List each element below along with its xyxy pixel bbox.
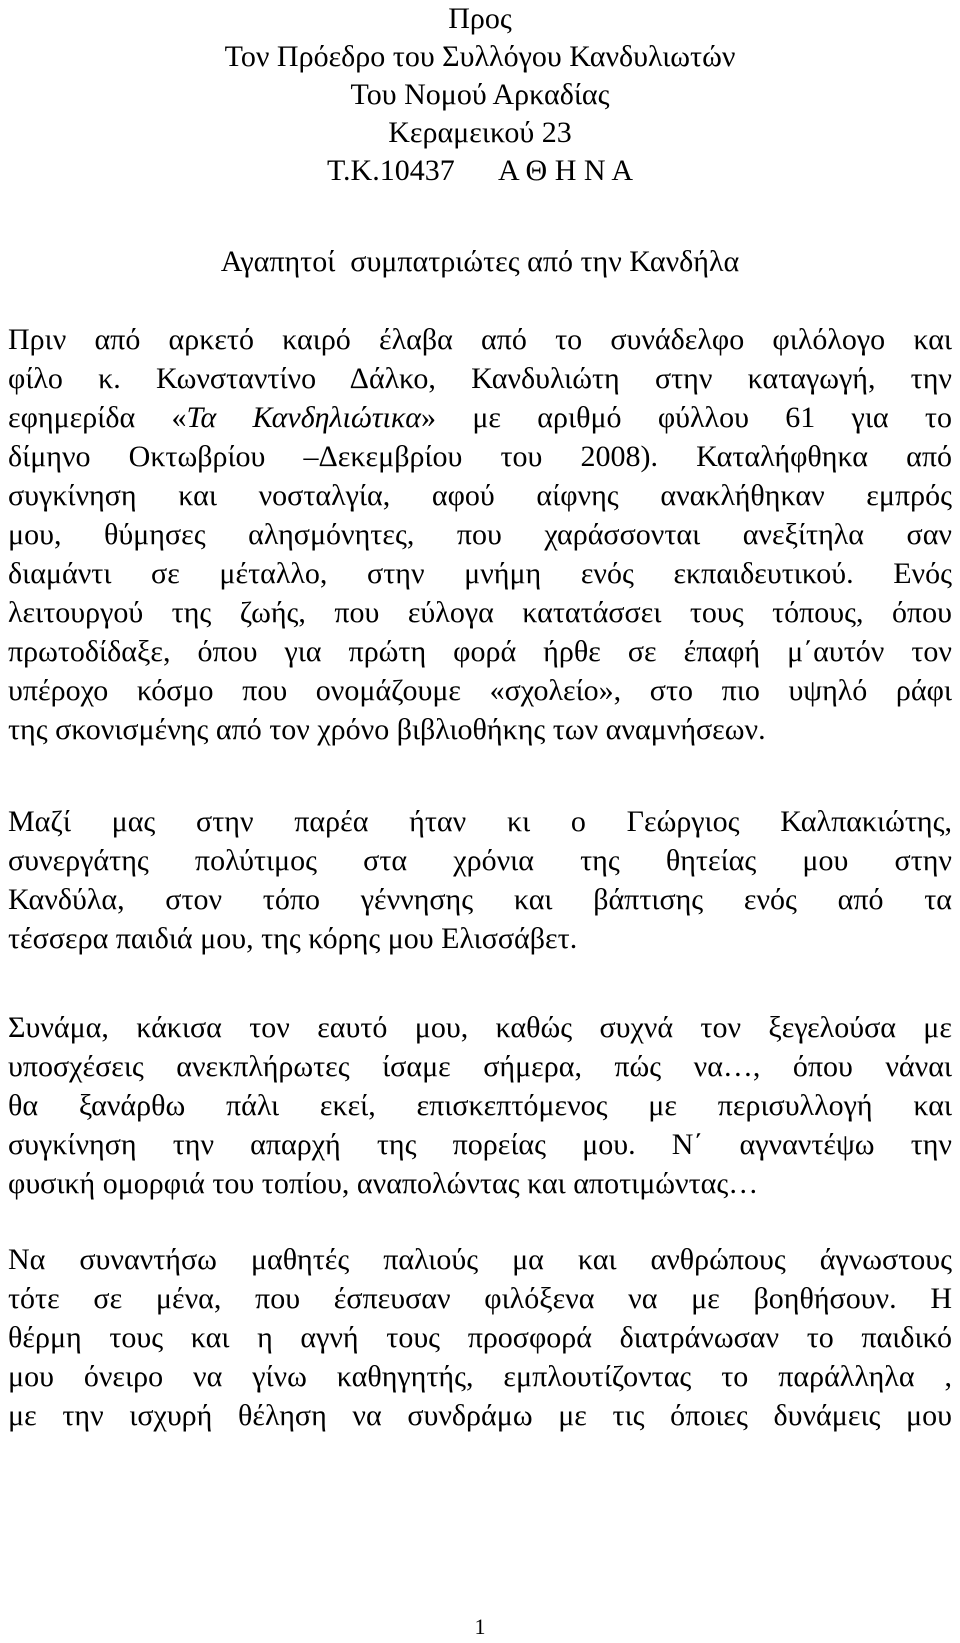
text-segment: εφημερίδα «: [8, 401, 187, 434]
paragraph-line: τότε σε μένα, που έσπευσαν φιλόξενα να με βοηθήσουν. Η: [8, 1282, 952, 1315]
paragraph-line: φίλο κ. Κωνσταντίνο Δάλκο, Κανδυλιώτη στην καταγωγή, την: [8, 362, 952, 395]
address-recipient: Τον Πρόεδρο του Συλλόγου Κανδυλιωτών: [224, 40, 736, 73]
paragraph-line: Να συναντήσω μαθητές παλιούς μα και ανθρώπους άγνωστους: [8, 1243, 952, 1276]
address-region: Του Νομού Αρκαδίας: [350, 78, 610, 111]
paragraph-line: φυσική ομορφιά του τοπίου, αναπολώντας και αποτιμώντας…: [8, 1167, 759, 1200]
paragraph-line: υπέροχο κόσμο που ονομάζουμε «σχολείο», στο πιο υψηλό ράφι: [8, 674, 952, 707]
paragraph-line: συγκίνηση την απαρχή της πορείας μου. Ν΄ αγναντέψω την: [8, 1128, 952, 1161]
paragraph-line: [8, 398, 952, 437]
paragraph-line: θα ξανάρθω πάλι εκεί, επισκεπτόμενος με περισυλλογή και: [8, 1089, 952, 1122]
paragraph-line: δίμηνο Οκτωβρίου –Δεκεμβρίου του 2008). Καταλήφθηκα από: [8, 440, 952, 473]
paragraph-1: [8, 320, 952, 749]
paragraph-line: της σκονισμένης από τον χρόνο βιβλιοθήκης των αναμνήσεων.: [8, 713, 766, 746]
paragraph-line: Μαζί μας στην παρέα ήταν κι ο Γεώργιος Καλπακιώτης,: [8, 805, 952, 838]
address-postal: Τ.Κ.10437 Α Θ Η Ν Α: [326, 154, 634, 187]
paragraph-4: [8, 1240, 952, 1435]
paragraph-line: θέρμη τους και η αγνή τους προσφορά διατράνωσαν το παιδικό: [8, 1321, 952, 1354]
paragraph-line: μου, θύμησες αλησμόνητες, που χαράσσονται ανεξίτηλα σαν: [8, 518, 952, 551]
paragraph-line: λειτουργού της ζωής, που εύλογα κατατάσσει τους τόπους, όπου: [8, 596, 952, 629]
paragraph-line: μου όνειρο να γίνω καθηγητής, εμπλουτίζοντας το παράλληλα ,: [8, 1360, 952, 1393]
paragraph-line: Συνάμα, κάκισα τον εαυτό μου, καθώς συχνά τον ξεγελούσα με: [8, 1011, 952, 1044]
paragraph-2: [8, 802, 952, 958]
paragraph-line: συνεργάτης πολύτιμος στα χρόνια της θητείας μου στην: [8, 844, 952, 877]
paragraph-line: πρωτοδίδαξε, όπου για πρώτη φορά ήρθε σε έπαφή μ΄αυτόν τον: [8, 635, 952, 668]
page-number: 1: [474, 1614, 486, 1639]
address-block: [0, 0, 960, 190]
paragraph-line: διαμάντι σε μέταλλο, στην μνήμη ενός εκπαιδευτικού. Ενός: [8, 557, 952, 590]
paragraph-line: με την ισχυρή θέληση να συνδράμω με τις όποιες δυνάμεις μου: [8, 1399, 952, 1432]
paragraph-line: υποσχέσεις ανεκπλήρωτες ίσαμε σήμερα, πώς να…, όπου νάναι: [8, 1050, 952, 1083]
newspaper-title: Τα Κανδηλιώτικα: [186, 401, 422, 434]
paragraph-line: συγκίνηση και νοσταλγία, αφού αίφνης ανακλήθηκαν εμπρός: [8, 479, 952, 512]
paragraph-3: [8, 1008, 952, 1203]
paragraph-line: Πριν από αρκετό καιρό έλαβα από το συνάδελφο φιλόλογο και: [8, 323, 952, 356]
address-to: Προς: [448, 2, 512, 35]
greeting: Αγαπητοί συμπατριώτες από την Κανδήλα: [220, 245, 740, 278]
address-street: Κεραμεικού 23: [388, 116, 572, 149]
text-segment: » με αριθμό φύλλου 61 για το: [421, 401, 952, 434]
paragraph-line: τέσσερα παιδιά μου, της κόρης μου Ελισσάβετ.: [8, 922, 578, 955]
paragraph-line: Κανδύλα, στον τόπο γέννησης και βάπτισης ενός από τα: [8, 883, 952, 916]
